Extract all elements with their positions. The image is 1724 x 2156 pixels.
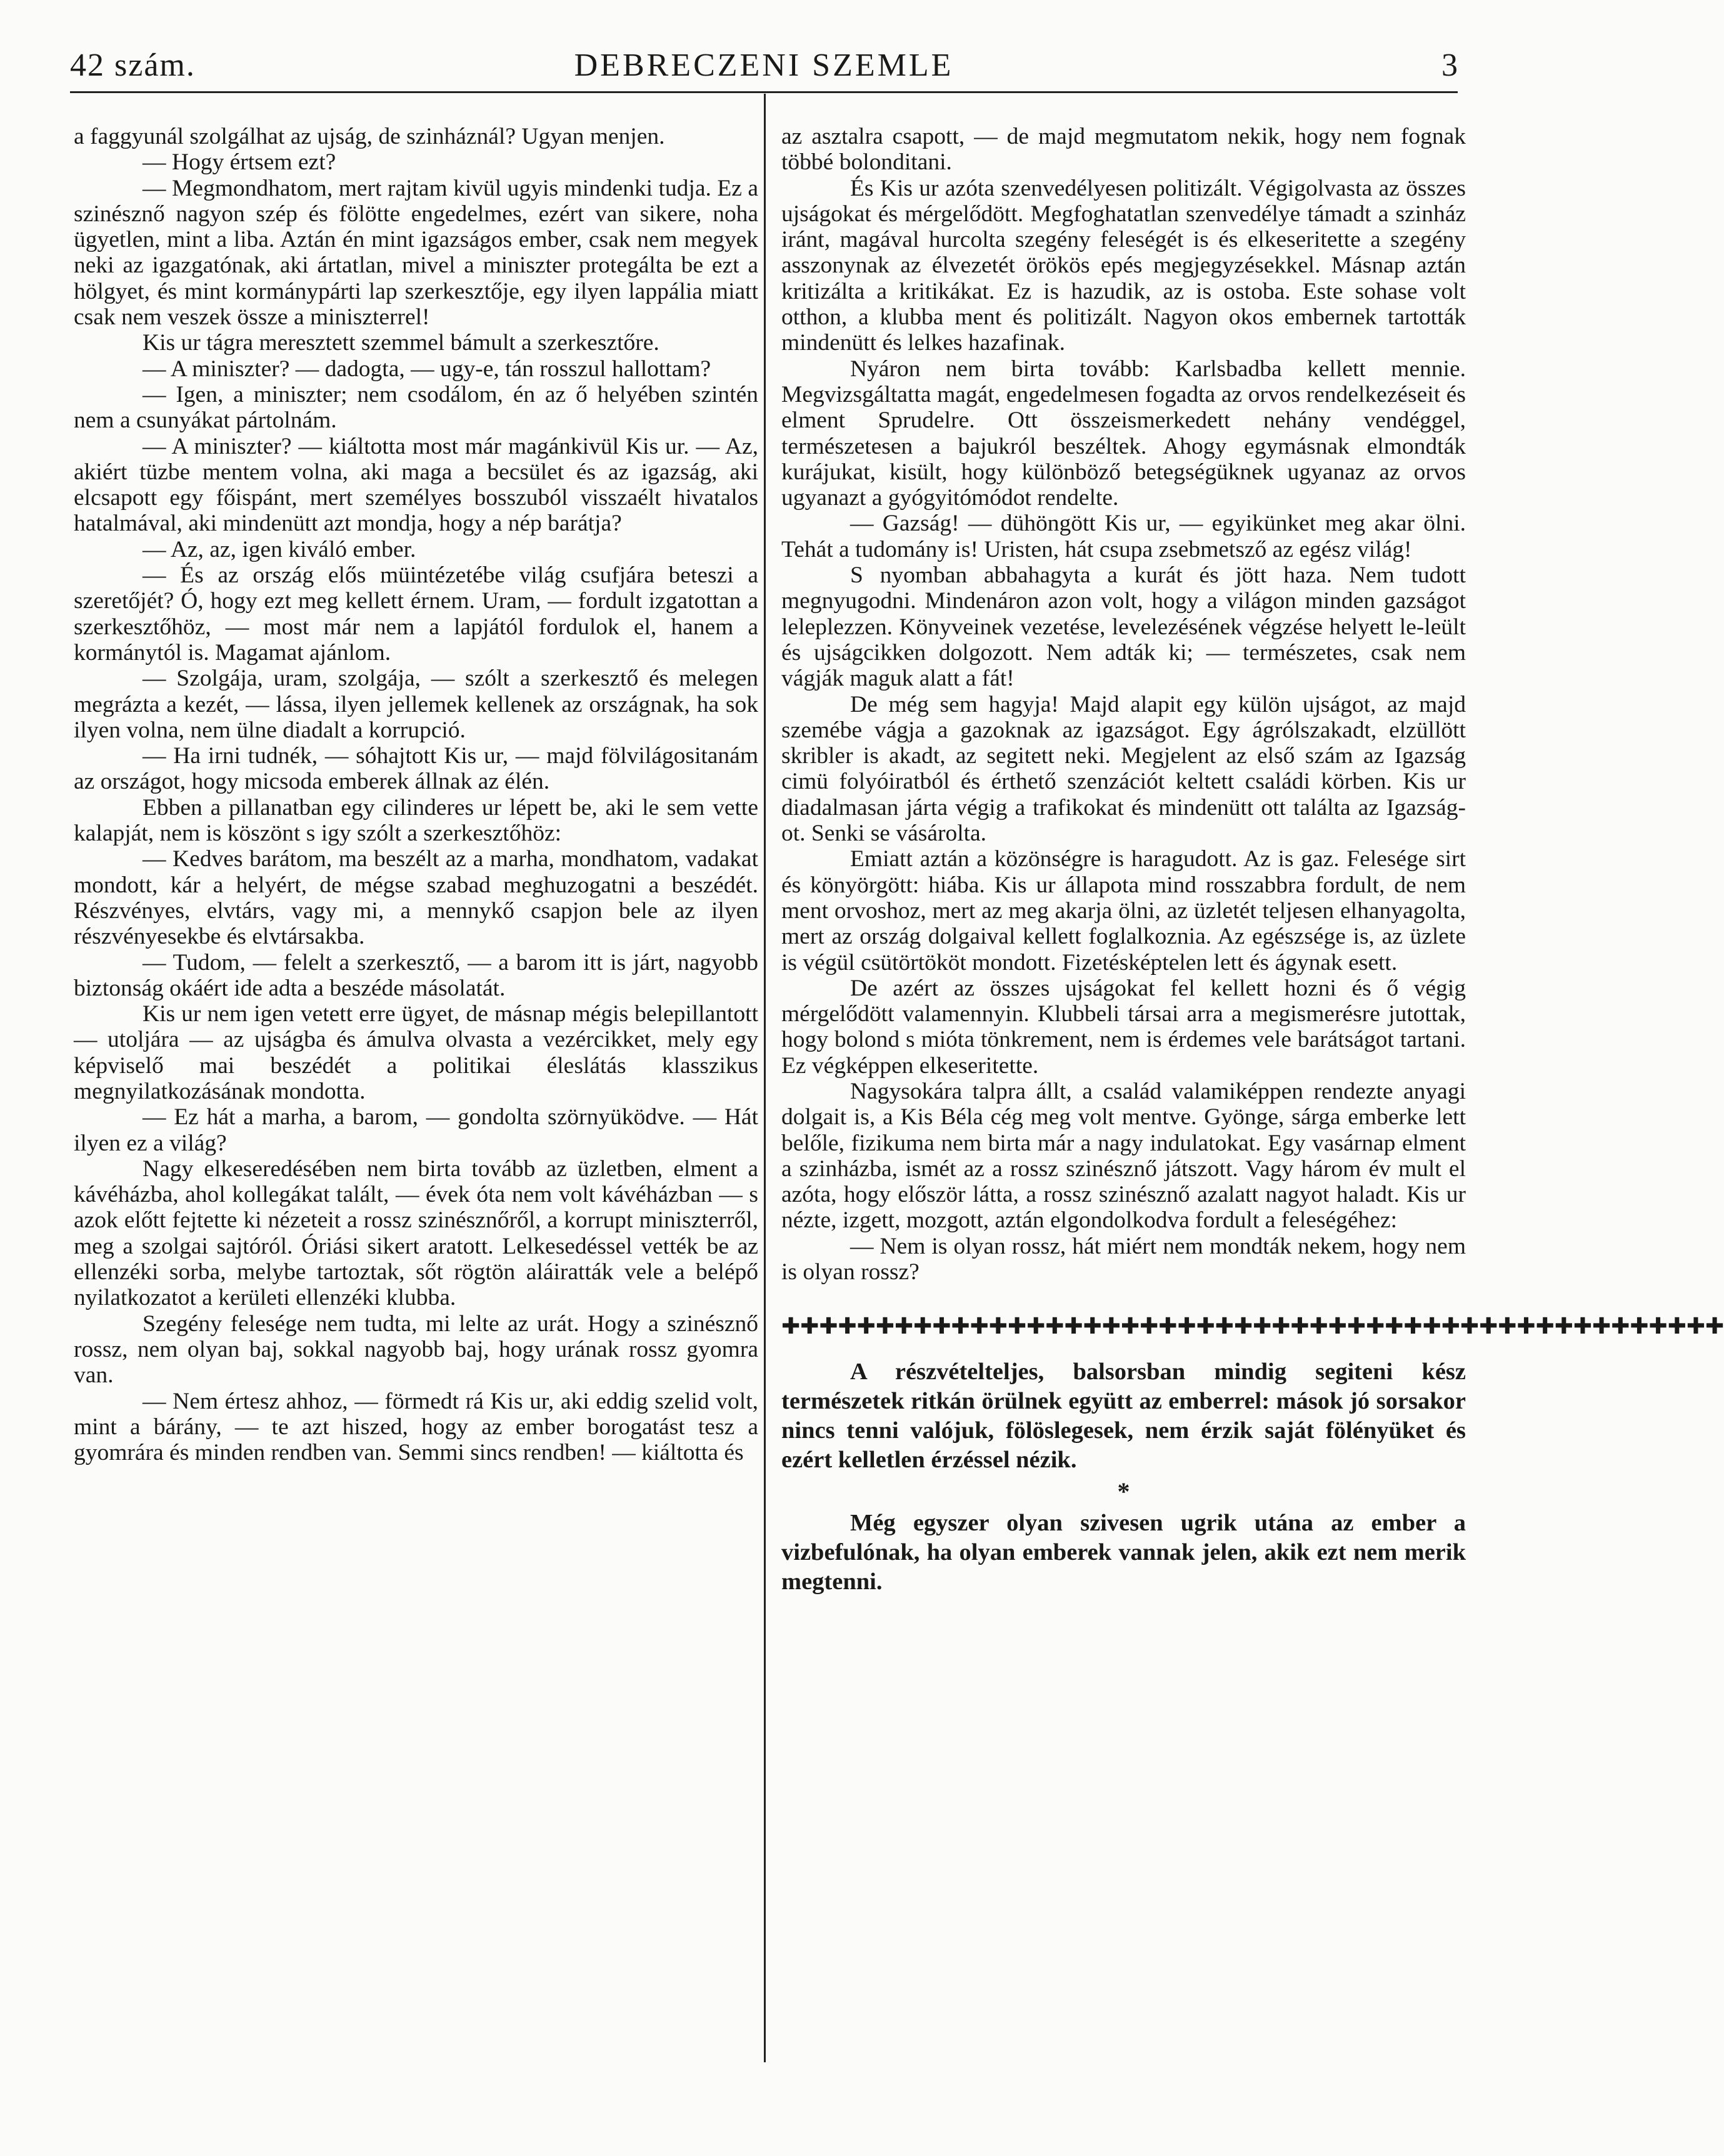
paragraph: — Igen, a miniszter; nem csodálom, én az ő helyében szintén nem a csunyákat pártolnám. bbox=[74, 381, 758, 434]
paragraph: S nyomban abbahagyta a kurát és jött haza. Nem tudott megnyugodni. Mindenáron azon volt, hogy a világon minden gazságot leleplezzen. Könyveinek vezetése, levelezésének végzése helyett le-leült és ujságcikken dolgozott. Nem adták ki; — természetes, csak nem vágják maguk alatt a fát! bbox=[781, 562, 1466, 692]
paragraph: — Megmondhatom, mert rajtam kivül ugyis mindenki tudja. Ez a szinésznő nagyon szép és fölötte engedelmes, ezért van sikere, noha ügyetlen, mint a liba. Aztán én mint igazságos ember, csak nem megyek neki az igazgatónak, aki ártatlan, mivel a miniszter protegálta be ezt a hölgyet, és mint kormánypárti lap szerkesztője, egy ilyen lappália miatt csak nem veszek össze a miniszterrel! bbox=[74, 175, 758, 331]
paragraph: — Szolgája, uram, szolgája, — szólt a szerkesztő és melegen megrázta a kezét, — lássa, ilyen jellemek kellenek az országnak, ha sok ilyen volna, nem ülne diadalt a korrupció. bbox=[74, 666, 758, 743]
paragraph: — A miniszter? — dadogta, — ugy-e, tán rosszul hallottam? bbox=[143, 356, 711, 382]
epigram-paragraph: A részvételteljes, balsorsban mindig segiteni kész természetek ritkán örülnek együtt az emberrel: mások jó sorsakor nincs tenni valójuk, fölöslegesek, nem érzik saját fölényüket és ezért kelletlen érzéssel nézik. bbox=[781, 1359, 1466, 1474]
paragraph: — Tudom, — felelt a szerkesztő, — a barom itt is járt, nagyobb biztonság okáért ide adta a beszéde másolatát. bbox=[74, 949, 758, 1001]
paragraph: De még sem hagyja! Majd alapit egy külön ujságot, az majd szemébe vágja a gazoknak az igazságot. Egy ágrólszakadt, elzüllött skribler is akadt, az segitett neki. Megjelent az első szám az Igazság cimü folyóiratból és érthető szenzációt keltett családi körben. Kis ur diadalmasan járta végig a trafikokat és mindenütt ott találta az Igazság-ot. Senki se vásárolta. bbox=[781, 691, 1466, 847]
paragraph: Kis ur tágra meresztett szemmel bámult a szerkesztőre. bbox=[143, 330, 659, 356]
paragraph: — Nem értesz ahhoz, — förmedt rá Kis ur, aki eddig szelid volt, mint a bárány, — te azt hiszed, hogy az ember borogatást tesz a gyomrára és minden rendben van. Semmi sincs rendben! — kiáltotta és bbox=[74, 1388, 758, 1466]
paragraph: Nyáron nem birta tovább: Karlsbadba kellett mennie. Megvizsgáltatta magát, engedelmesen fogadta az orvos rendelkezéseit és elment Sprudelre. Ott összeismerkedett nehány vendéggel, természetesen a bajukról beszéltek. Ahogy egymásnak elmondták kurájukat, kisült, hogy különböző betegségüknek ugyanaz az orvos ugyanazt a gyógyitómódot rendelte. bbox=[781, 356, 1466, 511]
paragraph: — Ha irni tudnék, — sóhajtott Kis ur, — majd fölvilágositanám az országot, hogy micsoda emberek állnak az élén. bbox=[74, 743, 758, 795]
paragraph: Kis ur nem igen vetett erre ügyet, de másnap mégis belepillantott — utoljára — az ujságba és ámulva olvasta a vezércikket, mely egy képviselő mai beszédét a politikai éleslátás klasszikus megnyilatkozásának mondotta. bbox=[74, 1001, 758, 1104]
right-column bbox=[781, 124, 1724, 1597]
paragraph: Szegény felesége nem tudta, mi lelte az urát. Hogy a szinésznő rossz, nem olyan baj, sokkal nagyobb baj, hogy urának rossz gyomra van. bbox=[74, 1310, 758, 1389]
paragraph: — Kedves barátom, ma beszélt az a marha, mondhatom, vadakat mondott, kár a helyért, de mégse szabad meghuzogatni a beszédét. Részvényes, elvtárs, vagy mi, a mennykő csapjon bele az ilyen részvényesekbe és elvtársakba. bbox=[74, 846, 758, 950]
paragraph: az asztalra csapott, — de majd megmutatom nekik, hogy nem fognak többé bolonditani. bbox=[781, 124, 1466, 176]
paragraph: — Gazság! — dühöngött Kis ur, — egyikünket meg akar ölni. Tehát a tudomány is! Uristen, hát csupa zsebmetsző az egész világ! bbox=[781, 511, 1466, 562]
paragraph: És Kis ur azóta szenvedélyesen politizált. Végigolvasta az összes ujságokat és mérgelődött. Megfoghatatlan szenvedélye támadt a szinház iránt, magával hurcolta szegény feleségét is és elkeseritette a szegény asszonynak az élvezetét örökös epés megjegyzésekkel. Másnap aztán kritizálta a kritikákat. Ez is hazudik, az is ostoba. Este sohase volt otthon, a klubba ment és politizált. Nagyon okos embernek tartották mindenütt és lelkes hazafinak. bbox=[781, 175, 1466, 356]
paragraph: — Ez hát a marha, a barom, — gondolta szörnyüködve. — Hát ilyen ez a világ? bbox=[74, 1104, 758, 1156]
running-header bbox=[70, 44, 1458, 87]
paragraph: De azért az összes ujságokat fel kellett hozni és ő végig mérgelődött valamennyin. Klubbeli társai arra a megismerésre jutottak, hogy bolond s mióta tönkrement, nem is érdemes vele barátságot tartani. Ez végképpen elkeseritette. bbox=[781, 975, 1466, 1079]
paragraph: — És az ország elős müintézetébe világ csufjára beteszi a szeretőjét? Ó, hogy ezt meg kellett érnem. Uram, — fordult izgatottan a szerkesztőhöz, — most már nem a lapjától fordulok el, hanem a kormánytól is. Magamat ajánlom. bbox=[74, 562, 758, 666]
paragraph: Ebben a pillanatban egy cilinderes ur lépett be, aki le sem vette kalapját, nem is köszönt s igy szólt a szerkesztőhöz: bbox=[74, 794, 758, 847]
issue-number: 42 szám. bbox=[70, 47, 196, 83]
epigrams bbox=[781, 1357, 1466, 1597]
paragraph: — Nem is olyan rossz, hát miért nem mondták nekem, hogy nem is olyan rossz? bbox=[781, 1233, 1466, 1285]
paragraph: Emiatt aztán a közönségre is haragudott. Az is gaz. Felesége sirt és könyörgött: hiába. Kis ur állapota mind rosszabbra fordult, de nem ment orvoshoz, mert az meg akarja ölni, az üzletét teljesen elhanyagolta, mert az ország dolgaival kellett foglalkoznia. Az egészsége is, az üzlete is végül csütörtököt mondott. Fizetésképtelen lett és ágynak esett. bbox=[781, 846, 1466, 976]
epigram-paragraph: Még egyszer olyan szivesen ugrik utána az ember a vizbefulónak, ha olyan emberek vannak jelen, akik ezt nem merik megtenni. bbox=[781, 1510, 1466, 1595]
paragraph: — A miniszter? — kiáltotta most már magánkivül Kis ur. — Az, akiért tüzbe mentem volna, aki maga a becsület és az igazság, aki elcsapott egy főispánt, mert személyes bosszuból visszaélt hivatalos hatalmával, aki mindenütt azt mondja, hogy a nép barátja? bbox=[74, 433, 758, 537]
star-separator: * bbox=[1117, 1477, 1130, 1506]
paragraph: — Az, az, igen kiváló ember. bbox=[143, 536, 416, 562]
right-column-text bbox=[781, 124, 1466, 1285]
header-rule bbox=[70, 91, 1458, 93]
journal-title: DEBRECZENI SZEMLE bbox=[574, 47, 954, 83]
page-number: 3 bbox=[1441, 47, 1458, 83]
column-divider bbox=[764, 94, 766, 2062]
left-column bbox=[74, 124, 758, 1465]
paragraph: a faggyunál szolgálhat az ujság, de szinháznál? Ugyan menjen. bbox=[74, 124, 665, 149]
paragraph: Nagysokára talpra állt, a család valamiképpen rendezte anyagi dolgait is, a Kis Béla cég meg volt mentve. Gyönge, sárga emberke lett belőle, fizikuma nem birta már a nagy indulatokat. Egy vasárnap elment a szinházba, ismét az a rossz szinésznő játszott. Vagy három év mult el azóta, hogy először látta, a rossz szinésznő azalatt nagyot haladt. Kis ur nézte, izgett, mozgott, aztán elgondolkodva fordult a feleségéhez: bbox=[781, 1078, 1466, 1234]
paragraph: Nagy elkeseredésében nem birta tovább az üzletben, elment a kávéházba, ahol kollegákat talált, — évek óta nem volt kávéházban — s azok előtt fejtette ki nézeteit a rossz szinésznőről, a korrupt miniszterről, meg a szolgai sajtóról. Óriási sikert aratott. Lelkesedéssel vették be az ellenzéki sorba, melybe tartoztak, sőt rögtön aláiratták vele a belépő nyilatkozatot a kerületi ellenzéki klubba. bbox=[74, 1155, 758, 1311]
paragraph: — Hogy értsem ezt? bbox=[143, 149, 336, 176]
ornament-divider: ✚✚✚✚✚✚✚✚✚✚✚✚✚✚✚✚✚✚✚✚✚✚✚✚✚✚✚✚✚✚✚✚✚✚✚✚✚✚✚✚✚✚✚✚✚✚✚✚✚✚ bbox=[781, 1314, 1724, 1339]
